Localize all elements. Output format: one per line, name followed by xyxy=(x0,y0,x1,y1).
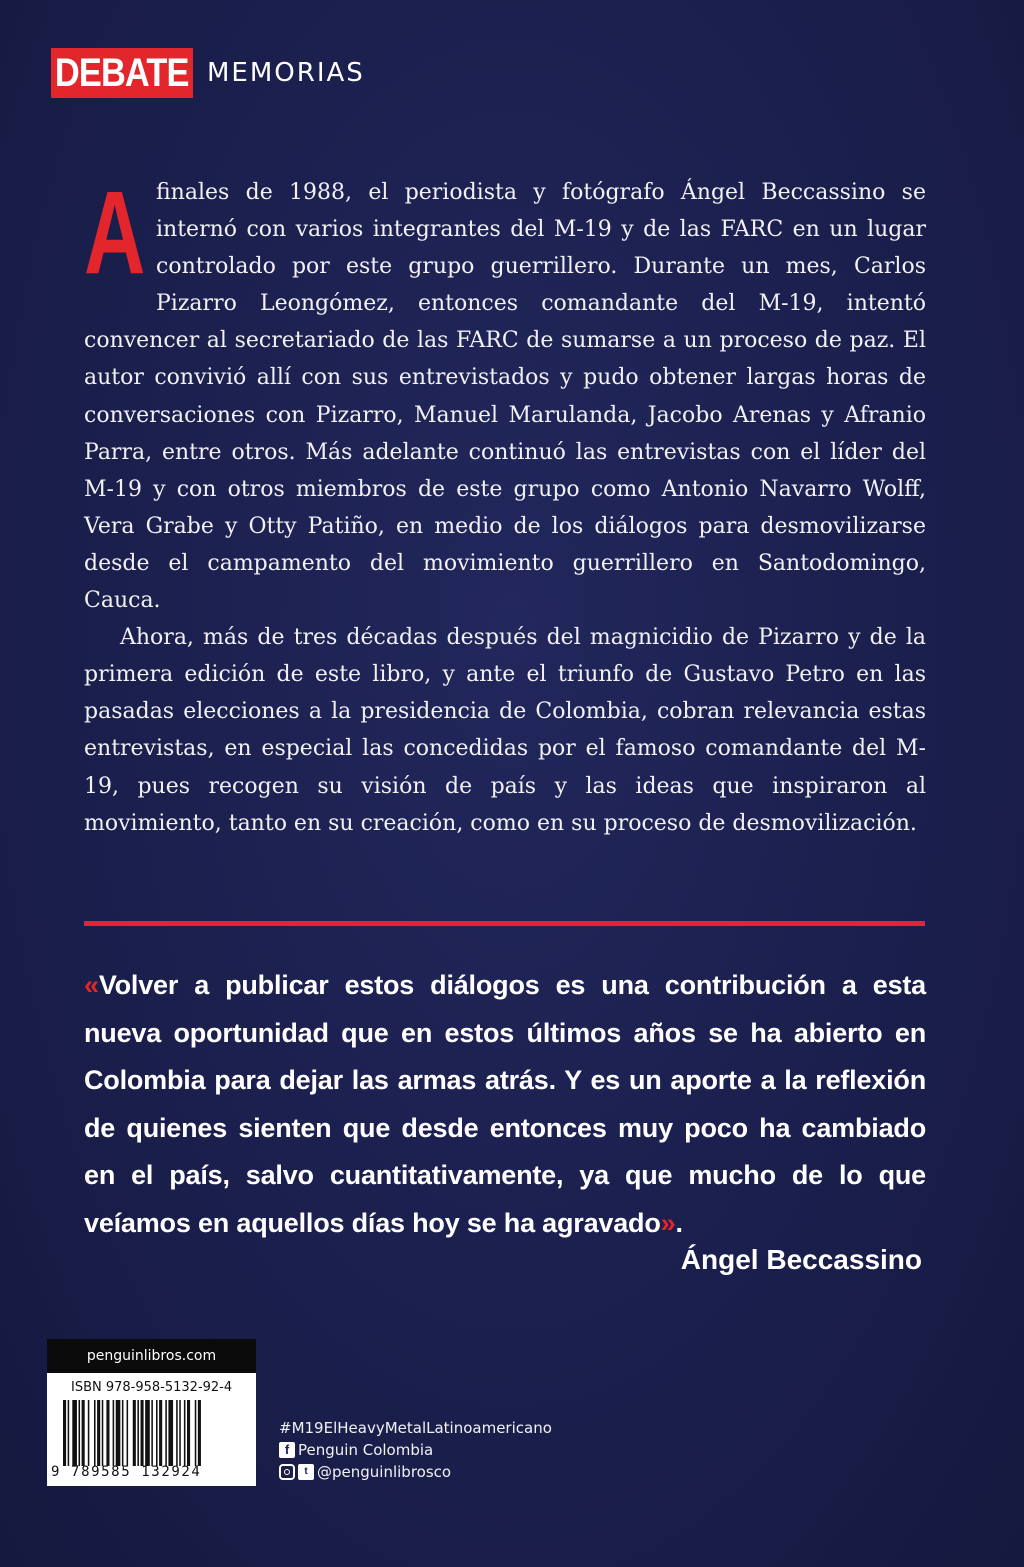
barcode-digits: 9 789585 132924 xyxy=(51,1464,202,1480)
collection-name: MEMORIAS xyxy=(207,58,365,88)
divider-rule xyxy=(84,921,925,926)
facebook-row xyxy=(279,1439,552,1461)
synopsis-paragraph-2: Ahora, más de tres décadas después del magnicidio de Pizarro y de la primera edición de este libro, y ante el triunfo de Gustavo Petro en las pasadas elecciones a la presidencia de Colombia, cobran relevancia estas entrevistas, en especial las concedidas por el famoso comandante del M-19, pues recogen su visión de país y las ideas que inspiraron al movimiento, tanto en su creación, como en su proceso de desmovilización. xyxy=(84,625,926,836)
social-handle[interactable]: @penguinlibrosco xyxy=(317,1463,452,1481)
publisher-name: DEBATE xyxy=(55,50,189,95)
handle-row xyxy=(279,1461,552,1483)
pull-quote xyxy=(84,962,926,1247)
instagram-icon xyxy=(279,1464,295,1480)
quote-author: Ángel Beccassino xyxy=(680,1244,922,1275)
barcode-box xyxy=(47,1373,256,1486)
quote-close-mark: » xyxy=(660,1207,676,1238)
quote-end-punct: . xyxy=(675,1207,683,1238)
barcode-icon xyxy=(63,1400,251,1466)
hashtag[interactable]: #M19ElHeavyMetalLatinoamericano xyxy=(279,1419,552,1437)
social-block xyxy=(279,1417,552,1483)
isbn-number: ISBN 978-958-5132-92-4 xyxy=(71,1380,233,1395)
publisher-logo xyxy=(51,48,193,98)
facebook-icon: f xyxy=(279,1442,295,1458)
website-link[interactable]: penguinlibros.com xyxy=(86,1348,217,1364)
facebook-page[interactable]: Penguin Colombia xyxy=(298,1441,434,1459)
quote-open-mark: « xyxy=(84,970,99,1000)
quote-text: Volver a publicar estos diálogos es una contribución a esta nueva oportunidad que en estos últimos años se ha abierto en Colombia para dejar las armas atrás. Y es un aporte a la reflexión de quienes sienten que desde entonces muy poco ha cambiado en el país, salvo cuantitativamente, ya que mucho de lo que veíamos en aquellos días hoy se ha agravado xyxy=(84,970,926,1238)
synopsis-paragraph-1 xyxy=(84,167,926,619)
website-box xyxy=(47,1339,256,1373)
synopsis xyxy=(84,167,926,842)
hashtag-row xyxy=(279,1417,552,1439)
synopsis-paragraph-1-text: finales de 1988, el periodista y fotógrafo Ángel Beccassino se internó con varios integrantes del M-19 y de las FARC en un lugar controlado por este grupo guerrillero. Durante un mes, Carlos Pizarro Leongómez, entonces comandante del M-19, intentó convencer al secretariado de las FARC de sumarse a un proceso de paz. El autor convivió allí con sus entrevistados y pudo obtener largas horas de conversaciones con Pizarro, Manuel Marulanda, Jacobo Arenas y Afranio Parra, entre otros. Más adelante continuó las entrevistas con el líder del M-19 y con otros miembros de este grupo como Antonio Navarro Wolff, Vera Grabe y Otty Patiño, en medio de los diálogos para desmovilizarse desde el campamento del movimiento guerrillero en Santodomingo, Cauca. xyxy=(84,180,926,614)
drop-cap: A xyxy=(84,167,146,299)
twitter-icon: t xyxy=(298,1464,314,1480)
